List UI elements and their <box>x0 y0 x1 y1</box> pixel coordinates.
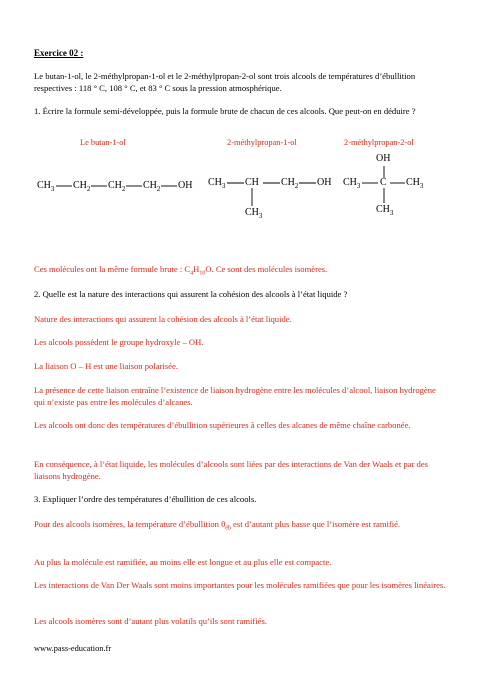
answer-3-line-2: Au plus la molécule est ramifiée, au moins elle est longue et au plus elle est compacte. <box>34 557 332 567</box>
m3-ch3-bottom: $CH_3$ <box>376 204 394 217</box>
answer-1: Ces molécules ont la même formule brute : $C_4H_{10}O$. Ce sont des molécules isomères. <box>34 264 328 277</box>
question-2: 2. Quelle est la nature des interactions qui assurent la cohésion des alcools à l’état liquide ? <box>34 289 348 299</box>
m1-ch3: $CH_3$ <box>37 180 55 193</box>
answer-3-line-4: Les alcools isomères sont d’autant plus volatils qu’ils sont ramifiés. <box>34 616 267 626</box>
m1-ch2-b: $CH_2$ <box>108 180 126 193</box>
footer-website: www.pass-education.fr <box>34 644 112 653</box>
molecule-name-2-methylpropan-1-ol: 2-méthylpropan-1-ol <box>227 138 297 147</box>
question-3: 3. Expliquer l’ordre des températures d’ébullition de ces alcools. <box>34 494 257 504</box>
m3-oh: OH <box>376 153 391 164</box>
answer-2-line-1: Nature des interactions qui assurent la cohésion des alcools à l’état liquide. <box>34 314 292 324</box>
molecule-name-butan-1-ol: Le butan-1-ol <box>80 138 126 147</box>
m2-ch3: $CH_3$ <box>208 177 226 190</box>
m2-oh: OH <box>317 177 332 188</box>
answer-2-line-3: La liaison O – H est une liaison polarisée. <box>34 361 178 371</box>
exercise-title: Exercice 02 : <box>34 48 84 58</box>
m1-ch2-a: $CH_2$ <box>73 180 91 193</box>
m1-oh: OH <box>178 180 193 191</box>
m3-ch3-right: $CH_3$ <box>406 177 424 190</box>
m1-ch2-c: $CH_2$ <box>143 180 161 193</box>
m3-c: C <box>380 177 387 188</box>
answer-2-line-2: Les alcools possèdent le groupe hydroxyle – OH. <box>34 337 204 347</box>
answer-3-line-1: Pour des alcools isomères, la température d’ébullition $\theta_{éb}$ est d’autant plus basse que l’isomère est ramifié. <box>34 519 401 532</box>
m3-ch3-left: $CH_3$ <box>343 177 361 190</box>
m2-ch2: $CH_2$ <box>281 177 299 190</box>
answer-2-line-6: En conséquence, à l’état liquide, les molécules d’alcools sont liées par des interactions de Van der Waals et par des liaisons hydrogène. <box>34 459 428 481</box>
m2-ch3-branch: $CH_3$ <box>245 207 263 220</box>
answer-2-line-5: Les alcools ont donc des températures d’ébullition supérieures à celles des alcanes de même chaîne carbonée. <box>34 420 411 430</box>
molecule-name-2-methylpropan-2-ol: 2-méthylpropan-2-ol <box>344 138 414 147</box>
answer-2-line-4: La présence de cette liaison entraîne l’existence de liaison hydrogène entre les molécules d’alcool, liaison hydrogène qui n’existe pas entre les molécules d’alcanes. <box>34 385 436 407</box>
m2-ch: CH <box>245 177 259 188</box>
intro-paragraph: Le butan-1-ol, le 2-méthylpropan-1-ol et le 2-méthylpropan-2-ol sont trois alcools de températures d’ébullition respectives : 118 ° C, 108 ° C, et 83 ° C sous la pression atmosphérique. <box>34 71 416 93</box>
question-1: 1. Écrire la formule semi-développée, puis la formule brute de chacun de ces alcools. Que peut-on en déduire ? <box>34 106 416 116</box>
answer-3-line-3: Les interactions de Van Der Waals sont moins importantes pour les molécules ramifiées que pour les isomères linéaires. <box>34 580 446 590</box>
